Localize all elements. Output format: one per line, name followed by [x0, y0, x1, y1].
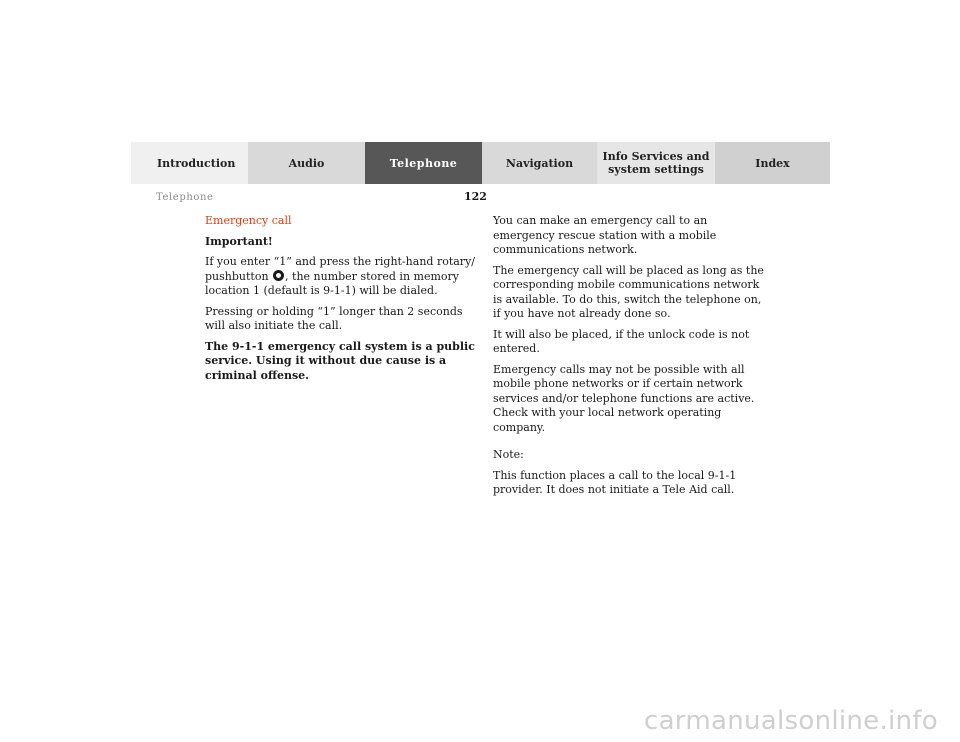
chapter-tab-bar	[131, 142, 830, 184]
important-label: Important!	[205, 234, 273, 248]
tab-introduction[interactable]: Introduction	[131, 142, 248, 184]
note-text: This function places a call to the local 9-1-1 provider. It does not initiate a Tele Aid call.	[493, 468, 737, 496]
paragraph-network-limits: Emergency calls may not be possible with all mobile phone networks or if certain network services and/or telephone functions are active. Check with your local network operating company.	[493, 362, 755, 434]
tab-info-line1: Info Services and	[602, 150, 710, 163]
warning-text: The 9-1-1 emergency call system is a public service. Using it without due cause is a criminal offense.	[205, 339, 475, 382]
section-heading: Emergency call	[205, 214, 292, 227]
page-number: 122	[464, 190, 487, 203]
paragraph-network-available: The emergency call will be placed as long as the corresponding mobile communications network is available. To do this, switch the telephone on, if you have not already done so.	[493, 263, 764, 320]
section-label: Telephone	[156, 192, 214, 203]
paragraph-hold-key: Pressing or holding “1” longer than 2 seconds will also initiate the call.	[205, 304, 463, 332]
paragraph-emergency-intro: You can make an emergency call to an emergency rescue station with a mobile communications network.	[493, 214, 717, 256]
rotary-pushbutton-icon	[273, 270, 284, 281]
left-column	[205, 214, 475, 389]
tab-info-services[interactable]	[597, 142, 715, 184]
right-column	[493, 214, 768, 504]
tab-telephone[interactable]: Telephone	[365, 142, 482, 184]
tab-info-line2: system settings	[608, 163, 704, 176]
watermark: carmanualsonline.info	[643, 706, 938, 736]
paragraph-dial-memory: If you enter “1” and press the right-hand rotary/ pushbutton , the number stored in memory location 1 (default is 9-1-1) will be dialed.	[205, 255, 475, 297]
tab-navigation[interactable]: Navigation	[482, 142, 597, 184]
tab-audio[interactable]: Audio	[248, 142, 365, 184]
note-label: Note:	[493, 448, 524, 461]
tab-index[interactable]: Index	[715, 142, 830, 184]
paragraph-unlock-code: It will also be placed, if the unlock code is not entered.	[493, 327, 750, 355]
